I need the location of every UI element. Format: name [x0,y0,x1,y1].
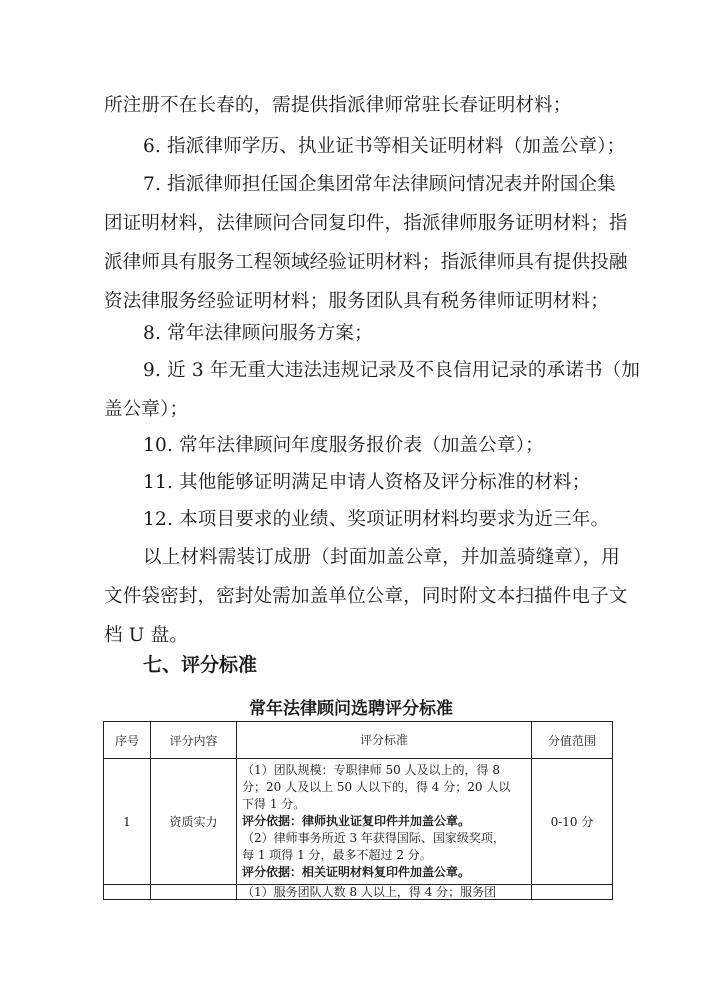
text-line: 派律师具有服务工程领域经验证明材料；指派律师具有提供投融 [104,252,628,273]
text-line: 11. 其他能够证明满足申请人资格及评分标准的材料； [143,472,591,493]
text-line: 8. 常年法律顾问服务方案； [143,323,373,344]
standard-line: 下得 1 分。 [242,797,306,811]
paragraph-item-12 [143,508,609,532]
standard-basis-line: 评分依据：相关证明材料复印件加盖公章。 [242,865,471,879]
paragraph-item-7 [104,173,628,314]
text-line: 文件袋密封，密封处需加盖单位公章，同时附文本扫描件电子文 [104,586,628,607]
text-line: 6. 指派律师学历、执业证书等相关证明材料（加盖公章）； [143,136,626,157]
text-line: 以上材料需装订成册（封面加盖公章，并加盖骑缝章），用 [143,547,620,568]
paragraph-item-9 [104,359,640,422]
text-line: 7. 指派律师担任国企集团常年法律顾问情况表并附国企集 [143,174,616,195]
text-line: 10. 常年法律顾问年度服务报价表（加盖公章）； [143,435,544,456]
paragraph-item-11 [143,471,591,495]
paragraph-item-8 [143,322,373,346]
header-number: 序号 [104,722,151,759]
table-row [104,759,613,885]
row-number [104,885,151,900]
standard-line: 分；20 人及以上 50 人以下的，得 4 分；20 人以 [242,780,511,794]
text-line: 档 U 盘。 [104,625,189,646]
header-range: 分值范围 [532,722,613,759]
row-content: 资质实力 [151,759,237,885]
table-title: 常年法律顾问选聘评分标准 [249,699,453,719]
standard-line: 每 1 项得 1 分，最多不超过 2 分。 [242,848,432,862]
section-heading: 七、评分标准 [143,654,258,676]
scoring-table [103,721,613,900]
text-line: 团证明材料，法律顾问合同复印件，指派律师服务证明材料；指 [104,213,628,234]
standard-line: （2）律师事务所近 3 年获得国际、国家级奖项， [242,831,505,845]
table-row-partial [104,885,613,900]
standard-line: （1）团队规模：专职律师 50 人及以上的，得 8 [242,763,500,777]
paragraph-summary [104,546,628,648]
paragraph-item-6 [143,135,625,159]
table-header-row [104,722,613,759]
text-line: 9. 近 3 年无重大违法违规记录及不良信用记录的承诺书（加 [143,360,641,381]
row-range: 0-10 分 [532,759,613,885]
row-standard [237,759,532,885]
paragraph-continuation [104,94,572,118]
row-content [151,885,237,900]
row-range [532,885,613,900]
row-number: 1 [104,759,151,885]
row-standard: （1）服务团队人数 8 人以上，得 4 分；服务团 [237,885,532,900]
text-line: 盖公章）； [104,399,189,420]
text-line: 所注册不在长春的，需提供指派律师常驻长春证明材料； [104,95,572,116]
text-line: 资法律服务经验证明材料；服务团队具有税务律师证明材料； [104,291,609,312]
header-standard: 评分标准 [237,722,532,759]
standard-basis-line: 评分依据：律师执业证复印件并加盖公章。 [242,814,471,828]
paragraph-item-10 [143,434,544,458]
text-line: 12. 本项目要求的业绩、奖项证明材料均要求为近三年。 [143,509,610,530]
header-content: 评分内容 [151,722,237,759]
